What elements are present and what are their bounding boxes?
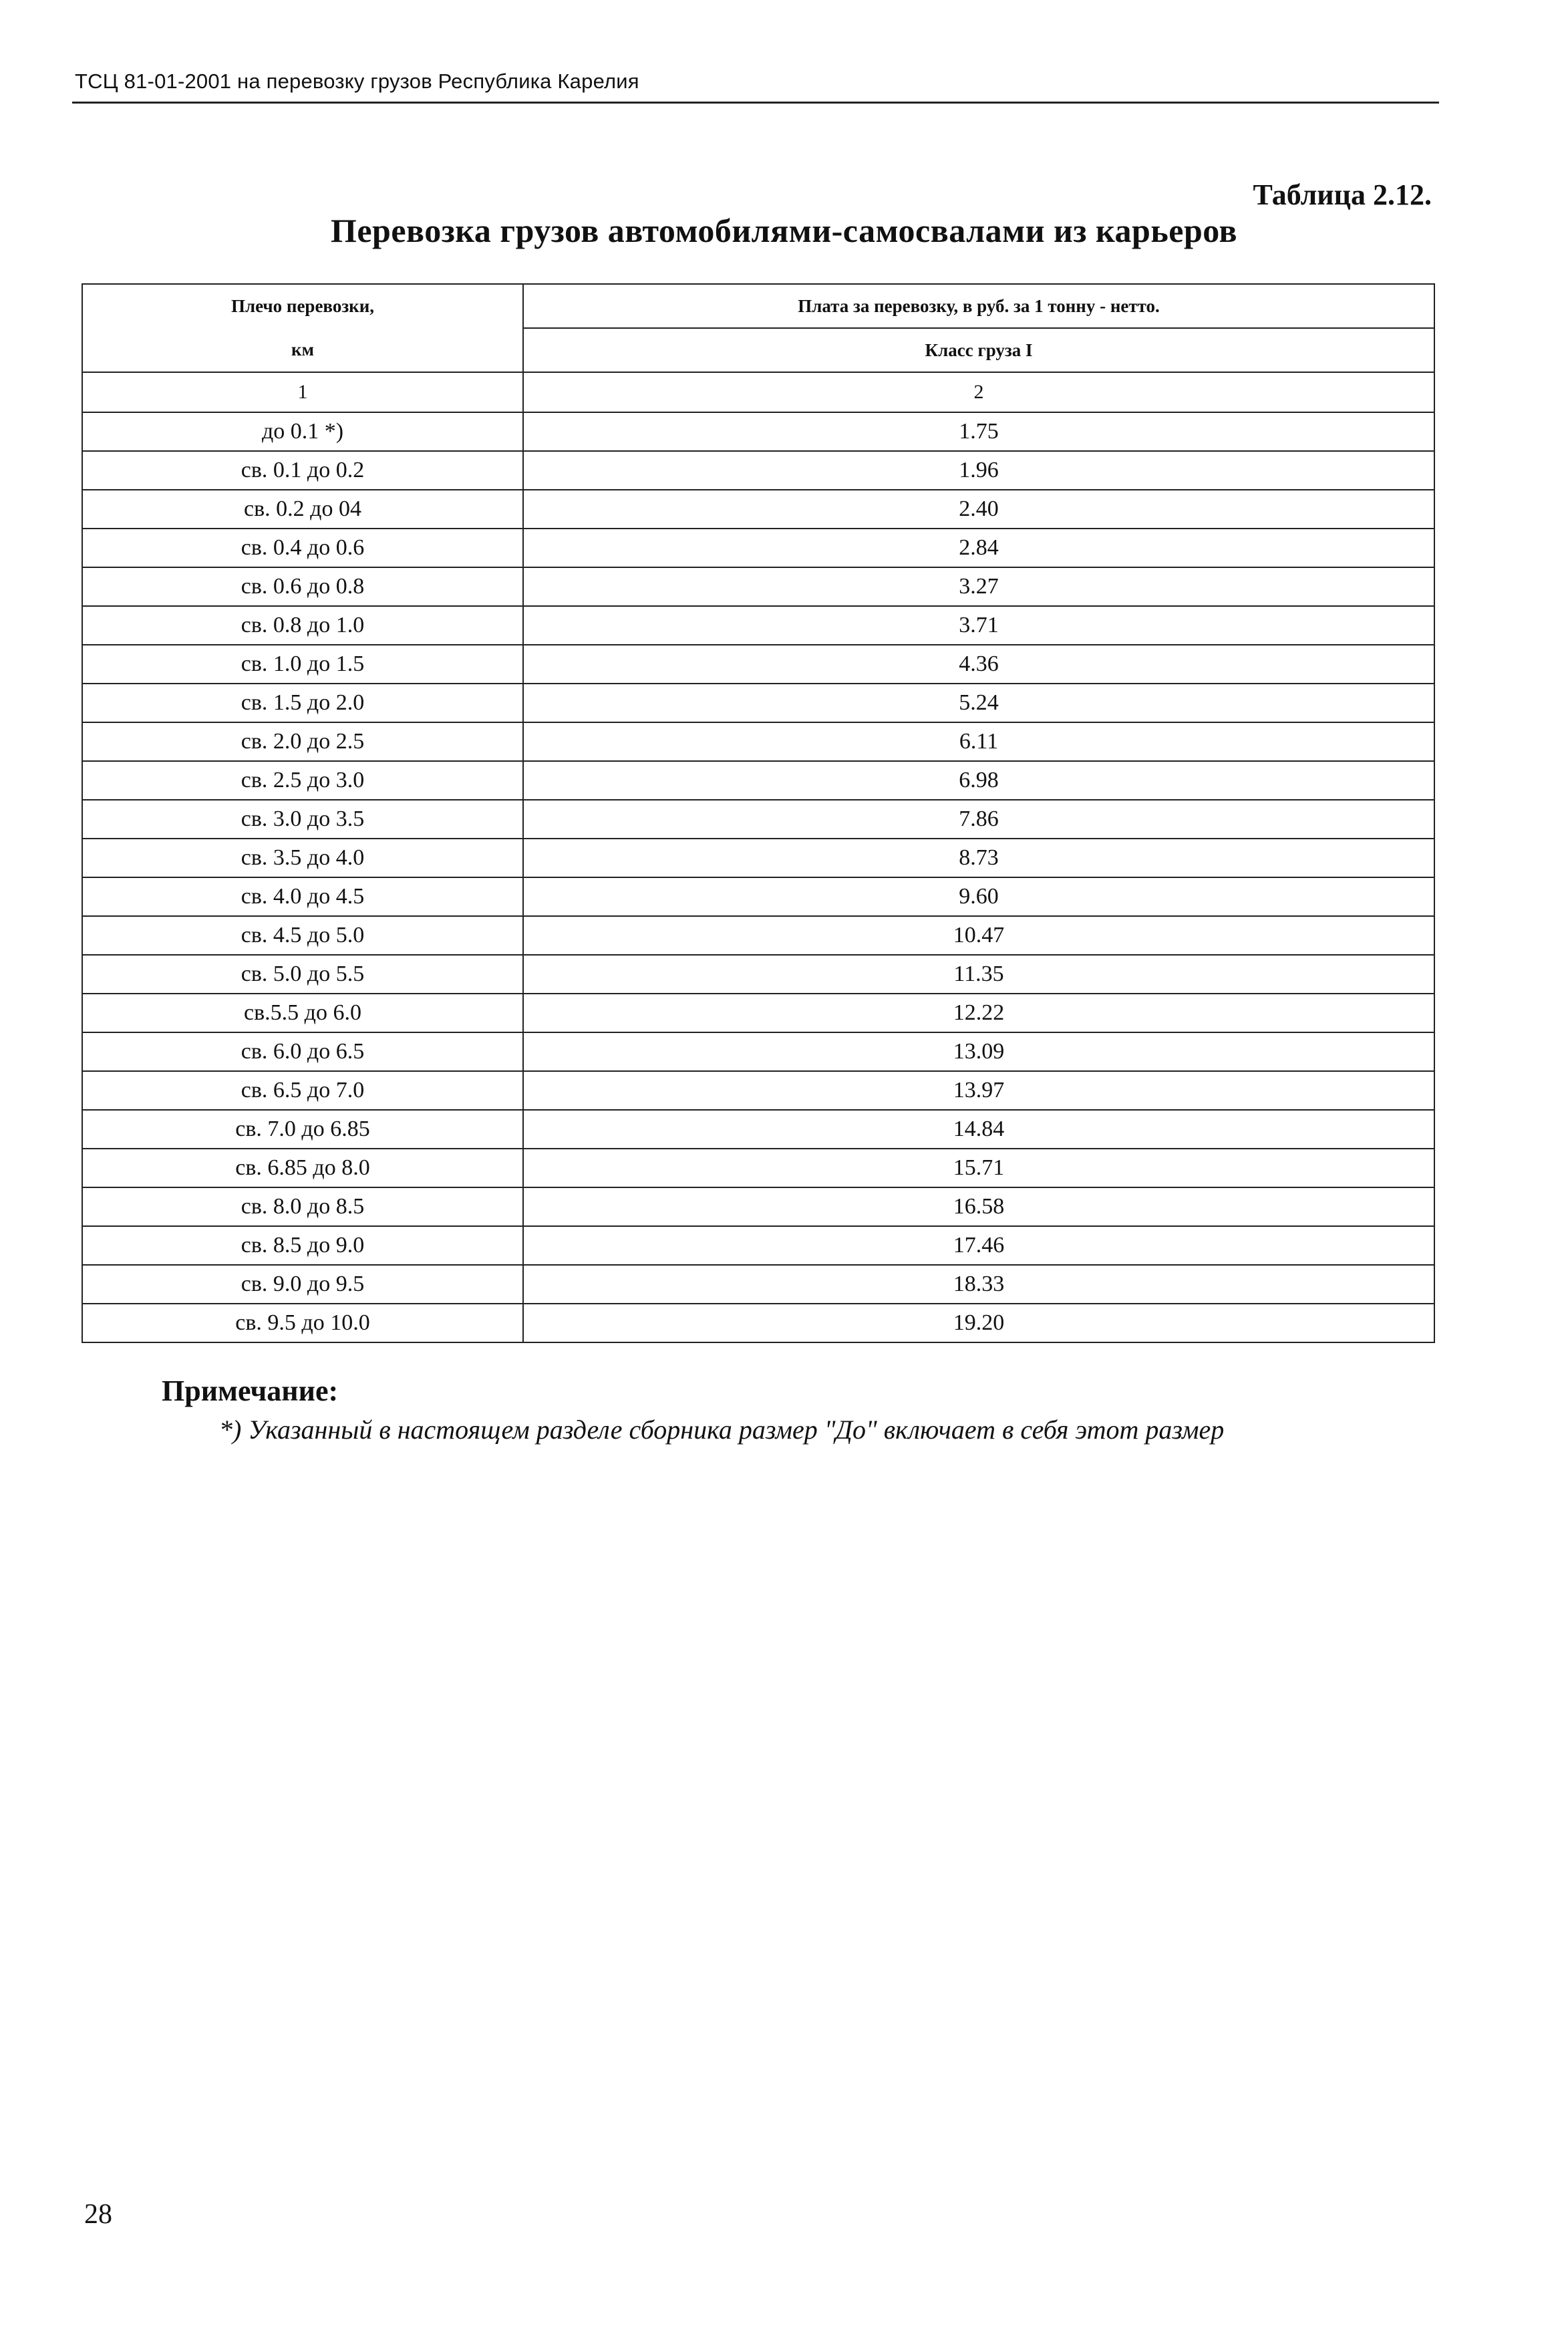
distance-cell: св.5.5 до 6.0 <box>82 994 523 1032</box>
distance-unit-header: км <box>82 328 523 372</box>
table-row <box>82 684 1434 722</box>
price-cell: 8.73 <box>523 839 1434 877</box>
page-title: Перевозка грузов автомобилями-самосвалами из карьеров <box>330 212 1238 249</box>
page-number: 28 <box>84 2199 112 2230</box>
distance-cell: св. 0.6 до 0.8 <box>82 567 523 606</box>
price-cell: 14.84 <box>523 1110 1434 1149</box>
cargo-class-header: Класс груза I <box>523 328 1434 372</box>
table-row <box>82 955 1434 994</box>
table-header-row <box>82 284 1434 328</box>
table-row <box>82 567 1434 606</box>
distance-cell: св. 0.1 до 0.2 <box>82 451 523 490</box>
price-cell: 2.84 <box>523 529 1434 567</box>
distance-cell: св. 2.0 до 2.5 <box>82 722 523 761</box>
price-cell: 11.35 <box>523 955 1434 994</box>
distance-cell: св. 7.0 до 6.85 <box>82 1110 523 1149</box>
table-row <box>82 606 1434 645</box>
table-row <box>82 1265 1434 1304</box>
price-cell: 15.71 <box>523 1149 1434 1187</box>
table-row <box>82 529 1434 567</box>
distance-cell: св. 8.0 до 8.5 <box>82 1187 523 1226</box>
price-cell: 13.97 <box>523 1071 1434 1110</box>
price-cell: 7.86 <box>523 800 1434 839</box>
table-row <box>82 451 1434 490</box>
distance-cell: св. 5.0 до 5.5 <box>82 955 523 994</box>
table-row <box>82 1071 1434 1110</box>
distance-cell: св. 0.4 до 0.6 <box>82 529 523 567</box>
distance-cell: св. 1.5 до 2.0 <box>82 684 523 722</box>
table-row <box>82 761 1434 800</box>
price-cell: 3.71 <box>523 606 1434 645</box>
table-row <box>82 916 1434 955</box>
distance-cell: св. 1.0 до 1.5 <box>82 645 523 684</box>
price-cell: 10.47 <box>523 916 1434 955</box>
distance-cell: св. 6.0 до 6.5 <box>82 1032 523 1071</box>
table-row <box>82 877 1434 916</box>
price-cell: 6.98 <box>523 761 1434 800</box>
price-cell: 18.33 <box>523 1265 1434 1304</box>
distance-cell: св. 8.5 до 9.0 <box>82 1226 523 1265</box>
distance-cell: св. 2.5 до 3.0 <box>82 761 523 800</box>
table-row <box>82 1187 1434 1226</box>
price-cell: 6.11 <box>523 722 1434 761</box>
price-cell: 9.60 <box>523 877 1434 916</box>
distance-cell: св. 4.5 до 5.0 <box>82 916 523 955</box>
table-body <box>82 372 1434 1342</box>
price-column-header: Плата за перевозку, в руб. за 1 тонну - нетто. <box>523 284 1434 328</box>
table-row <box>82 412 1434 451</box>
table-row <box>82 1110 1434 1149</box>
note-title: Примечание: <box>162 1374 339 1407</box>
price-cell: 12.22 <box>523 994 1434 1032</box>
distance-cell: до 0.1 *) <box>82 412 523 451</box>
price-cell: 19.20 <box>523 1304 1434 1342</box>
column-number-row <box>82 372 1434 412</box>
table-number: Таблица 2.12. <box>1253 178 1432 211</box>
price-cell: 3.27 <box>523 567 1434 606</box>
column-number: 1 <box>82 372 523 412</box>
table-row <box>82 1149 1434 1187</box>
distance-cell: св. 3.5 до 4.0 <box>82 839 523 877</box>
distance-cell: св. 9.0 до 9.5 <box>82 1265 523 1304</box>
distance-cell: св. 0.8 до 1.0 <box>82 606 523 645</box>
table-row <box>82 994 1434 1032</box>
price-cell: 13.09 <box>523 1032 1434 1071</box>
distance-cell: св. 3.0 до 3.5 <box>82 800 523 839</box>
table-row <box>82 1304 1434 1342</box>
note-text: *) Указанный в настоящем разделе сборника размер "До" включает в себя этот размер <box>219 1415 1225 1445</box>
distance-cell: св. 6.85 до 8.0 <box>82 1149 523 1187</box>
table-row <box>82 800 1434 839</box>
header-divider <box>72 102 1439 104</box>
table-row <box>82 645 1434 684</box>
table-row <box>82 1032 1434 1071</box>
table-row <box>82 722 1434 761</box>
price-cell: 4.36 <box>523 645 1434 684</box>
table-subheader-row <box>82 328 1434 372</box>
distance-cell: св. 0.2 до 04 <box>82 490 523 529</box>
distance-column-header: Плечо перевозки, <box>82 284 523 328</box>
distance-cell: св. 9.5 до 10.0 <box>82 1304 523 1342</box>
price-cell: 1.75 <box>523 412 1434 451</box>
price-cell: 17.46 <box>523 1226 1434 1265</box>
price-cell: 2.40 <box>523 490 1434 529</box>
price-cell: 5.24 <box>523 684 1434 722</box>
distance-cell: св. 6.5 до 7.0 <box>82 1071 523 1110</box>
rates-table <box>82 283 1435 1343</box>
table-row <box>82 490 1434 529</box>
distance-cell: св. 4.0 до 4.5 <box>82 877 523 916</box>
table-row <box>82 839 1434 877</box>
price-cell: 1.96 <box>523 451 1434 490</box>
column-number: 2 <box>523 372 1434 412</box>
table-row <box>82 1226 1434 1265</box>
price-cell: 16.58 <box>523 1187 1434 1226</box>
running-header: ТСЦ 81-01-2001 на перевозку грузов Республика Карелия <box>75 69 639 93</box>
